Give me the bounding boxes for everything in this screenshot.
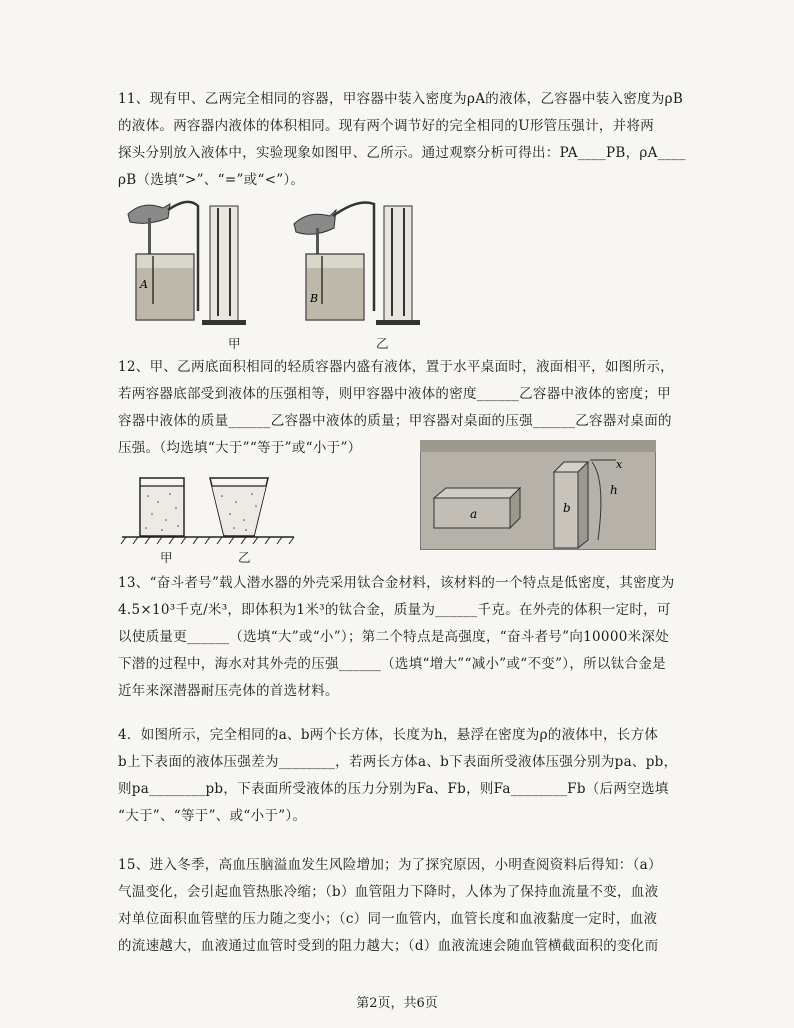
depth-label-x: x xyxy=(616,458,623,471)
page-footer: 第2页，共6页 xyxy=(356,996,438,1011)
question-15-line: 气温变化，会引起血管热胀冷缩；（b）血管阻力下降时，人体为了保持血流量不变，血液 xyxy=(118,884,659,900)
question-13-line: 以使质量更______（选填“大”或“小”）；第二个特点是高强度，“奋斗者号”向10000米深处 xyxy=(118,629,670,645)
question-12-line: 若两容器底部受到液体的压强相等，则甲容器中液体的密度______乙容器中液体的密度；甲 xyxy=(118,386,671,402)
container-label-yi: 乙 xyxy=(238,550,251,565)
question-11-line: 11、现有甲、乙两完全相同的容器，甲容器中装入密度为ρA的液体，乙容器中装入密度为ρB xyxy=(118,91,684,107)
question-14 xyxy=(118,722,678,830)
question-12-line: 压强。（均选填“大于”“等于”或“小于”） xyxy=(118,440,362,456)
question-11-line: ρB（选填“>”、“=”或“<”）。 xyxy=(118,172,305,188)
question-13 xyxy=(118,570,678,705)
question-15-line: 15、进入冬季，高血压脑溢血发生风险增加；为了探究原因，小明查阅资料后得知：（a） xyxy=(118,857,662,873)
figure-label-yi: 乙 xyxy=(376,336,389,351)
question-12-line: 容器中液体的质量______乙容器中液体的质量；甲容器对桌面的压强______乙容器对桌面的 xyxy=(118,413,672,429)
question-11-line: 的液体。两容器内液体的体积相同。现有两个调节好的完全相同的U形管压强计，并将两 xyxy=(118,118,655,134)
question-15 xyxy=(118,852,678,960)
beaker-label-b: B xyxy=(310,292,319,305)
question-11-line: 探头分别放入液体中，实验现象如图甲、乙所示。通过观察分析可得出：PA____PB，ρA____ xyxy=(118,145,686,161)
question-13-line: 4.5×10³千克/米³，即体积为1米³的钛合金，质量为______千克。在外壳的体积一定时，可 xyxy=(118,602,671,618)
question-14-line: “大于”、“等于”、或“小于”）。 xyxy=(118,808,307,824)
question-14-line: 则pa________pb，下表面所受液体的压力分别为Fa、Fb，则Fa________Fb（后两空选填 xyxy=(118,781,669,797)
length-label-h: h xyxy=(610,483,618,497)
q14-blocks-photo xyxy=(420,440,656,550)
question-14-line: b上下表面的液体压强差为________，若两长方体a、b下表面所受液体压强分别为pa、pb， xyxy=(118,754,678,770)
question-13-line: 13、“奋斗者号”载人潜水器的外壳采用钛合金材料，该材料的一个特点是低密度，其密度为 xyxy=(118,575,675,591)
q12-container-figure xyxy=(118,468,298,548)
question-14-line: 4．如图所示，完全相同的a、b两个长方体，长度为h，悬浮在密度为ρ的液体中，长方体 xyxy=(118,727,659,743)
question-11 xyxy=(118,86,686,194)
question-13-line: 下潜的过程中，海水对其外壳的压强______（选填“增大”“减小”或“不变”），所以钛合金是 xyxy=(118,656,666,672)
question-15-line: 对单位面积血管壁的压力随之变小；（c）同一血管内，血管长度和血液黏度一定时，血液 xyxy=(118,911,658,927)
block-label-a: a xyxy=(470,507,478,521)
figure-label-jia: 甲 xyxy=(228,336,241,351)
question-12-line: 12、甲、乙两底面积相同的轻质容器内盛有液体，置于水平桌面时，液面相平，如图所示， xyxy=(118,359,674,375)
question-13-line: 近年来深潜器耐压壳体的首选材料。 xyxy=(118,683,339,699)
manometer-setup-left xyxy=(128,202,246,325)
q11-manometer-figure xyxy=(118,196,438,336)
manometer-setup-right xyxy=(294,203,420,326)
container-label-jia: 甲 xyxy=(160,550,173,565)
beaker-label-a: A xyxy=(140,278,148,291)
question-15-line: 的流速越大，血液通过血管时受到的阻力越大；（d）血液流速会随血管横截面积的变化而 xyxy=(118,938,659,954)
block-label-b: b xyxy=(563,501,571,515)
